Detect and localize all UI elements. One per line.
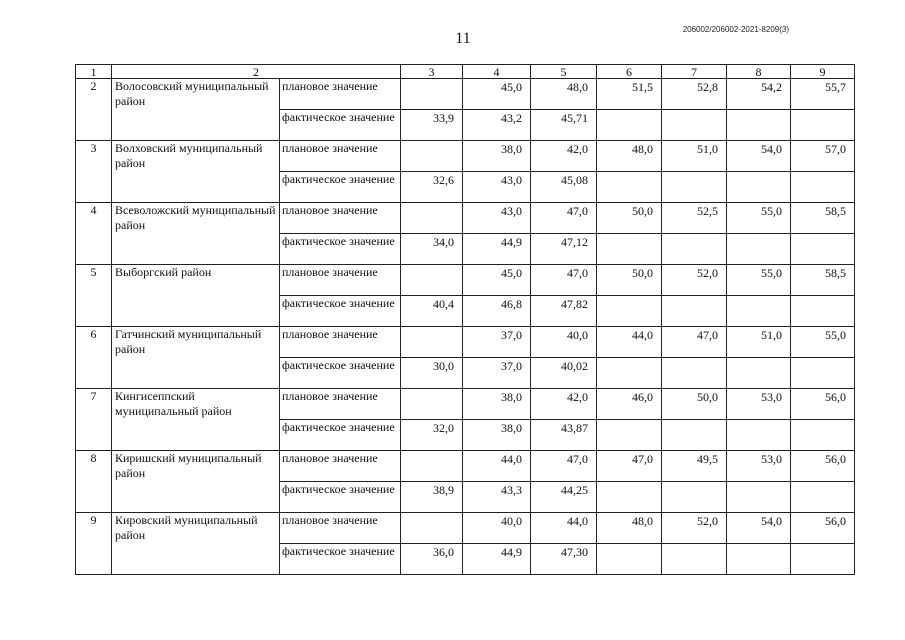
fact-value-cell <box>727 234 791 265</box>
plan-value-cell <box>401 265 463 296</box>
plan-value-cell: 50,0 <box>597 203 662 234</box>
table-row-plan <box>76 265 855 296</box>
plan-value-cell: 38,0 <box>463 141 531 172</box>
district-name: Гатчинский муниципальный район <box>112 327 280 389</box>
fact-value-cell: 32,0 <box>401 420 463 451</box>
row-number: 3 <box>76 141 112 203</box>
plan-value-cell: 56,0 <box>791 513 855 544</box>
plan-value-cell: 47,0 <box>662 327 727 358</box>
value-type-fact: фактическое значение <box>280 482 401 513</box>
fact-value-cell: 43,0 <box>463 172 531 203</box>
fact-value-cell: 43,3 <box>463 482 531 513</box>
fact-value-cell <box>597 110 662 141</box>
plan-value-cell: 55,7 <box>791 79 855 110</box>
fact-value-cell: 47,30 <box>531 544 597 575</box>
district-name: Волосовский муниципальный район <box>112 79 280 141</box>
plan-value-cell: 42,0 <box>531 141 597 172</box>
column-header: 7 <box>662 65 727 79</box>
plan-value-cell: 54,2 <box>727 79 791 110</box>
table-row-plan <box>76 141 855 172</box>
table-row-plan <box>76 79 855 110</box>
value-type-plan: плановое значение <box>280 513 401 544</box>
column-header: 9 <box>791 65 855 79</box>
plan-value-cell: 54,0 <box>727 141 791 172</box>
value-type-fact: фактическое значение <box>280 110 401 141</box>
row-number: 6 <box>76 327 112 389</box>
plan-value-cell: 57,0 <box>791 141 855 172</box>
value-type-fact: фактическое значение <box>280 296 401 327</box>
plan-value-cell: 56,0 <box>791 451 855 482</box>
plan-value-cell: 52,5 <box>662 203 727 234</box>
plan-value-cell: 55,0 <box>727 265 791 296</box>
value-type-fact: фактическое значение <box>280 172 401 203</box>
column-header: 6 <box>597 65 662 79</box>
column-header: 3 <box>401 65 463 79</box>
plan-value-cell: 48,0 <box>597 141 662 172</box>
plan-value-cell: 46,0 <box>597 389 662 420</box>
plan-value-cell: 58,5 <box>791 203 855 234</box>
fact-value-cell <box>597 234 662 265</box>
table-row-plan <box>76 513 855 544</box>
plan-value-cell: 47,0 <box>531 265 597 296</box>
plan-value-cell: 52,8 <box>662 79 727 110</box>
plan-value-cell: 48,0 <box>531 79 597 110</box>
fact-value-cell <box>597 358 662 389</box>
plan-value-cell: 52,0 <box>662 513 727 544</box>
plan-value-cell: 38,0 <box>463 389 531 420</box>
row-number: 5 <box>76 265 112 327</box>
plan-value-cell: 58,5 <box>791 265 855 296</box>
fact-value-cell <box>791 296 855 327</box>
fact-value-cell <box>791 110 855 141</box>
plan-value-cell <box>401 141 463 172</box>
value-type-plan: плановое значение <box>280 141 401 172</box>
fact-value-cell <box>727 544 791 575</box>
fact-value-cell <box>727 482 791 513</box>
plan-value-cell: 50,0 <box>662 389 727 420</box>
plan-value-cell: 55,0 <box>727 203 791 234</box>
plan-value-cell: 47,0 <box>531 203 597 234</box>
fact-value-cell: 43,2 <box>463 110 531 141</box>
fact-value-cell: 34,0 <box>401 234 463 265</box>
district-name: Выборгский район <box>112 265 280 327</box>
district-name: Кингисеппский муниципальный район <box>112 389 280 451</box>
row-number: 4 <box>76 203 112 265</box>
plan-value-cell: 44,0 <box>463 451 531 482</box>
fact-value-cell <box>791 544 855 575</box>
fact-value-cell <box>727 296 791 327</box>
fact-value-cell <box>727 172 791 203</box>
table-body <box>76 65 855 575</box>
fact-value-cell: 37,0 <box>463 358 531 389</box>
plan-value-cell: 53,0 <box>727 389 791 420</box>
plan-value-cell: 51,0 <box>727 327 791 358</box>
plan-value-cell: 40,0 <box>463 513 531 544</box>
value-type-plan: плановое значение <box>280 327 401 358</box>
fact-value-cell: 32,6 <box>401 172 463 203</box>
fact-value-cell: 30,0 <box>401 358 463 389</box>
row-number: 8 <box>76 451 112 513</box>
fact-value-cell <box>791 234 855 265</box>
plan-value-cell: 55,0 <box>791 327 855 358</box>
fact-value-cell <box>662 482 727 513</box>
fact-value-cell <box>597 482 662 513</box>
plan-value-cell: 47,0 <box>597 451 662 482</box>
plan-value-cell: 45,0 <box>463 265 531 296</box>
fact-value-cell: 38,9 <box>401 482 463 513</box>
page-number: 11 <box>455 30 471 47</box>
fact-value-cell: 36,0 <box>401 544 463 575</box>
fact-value-cell: 40,02 <box>531 358 597 389</box>
fact-value-cell <box>597 172 662 203</box>
fact-value-cell: 45,08 <box>531 172 597 203</box>
fact-value-cell <box>662 358 727 389</box>
value-type-fact: фактическое значение <box>280 358 401 389</box>
fact-value-cell <box>791 482 855 513</box>
fact-value-cell: 44,25 <box>531 482 597 513</box>
value-type-plan: плановое значение <box>280 203 401 234</box>
plan-value-cell: 47,0 <box>531 451 597 482</box>
table-header-row <box>76 65 855 79</box>
fact-value-cell: 47,12 <box>531 234 597 265</box>
table-row-plan <box>76 451 855 482</box>
document-code: 206002/206002-2021-8209(3) <box>682 25 789 34</box>
district-name: Всеволожский муниципальный район <box>112 203 280 265</box>
value-type-plan: плановое значение <box>280 451 401 482</box>
value-type-plan: плановое значение <box>280 79 401 110</box>
column-header: 5 <box>531 65 597 79</box>
plan-value-cell: 56,0 <box>791 389 855 420</box>
district-name: Киришский муниципальный район <box>112 451 280 513</box>
row-number: 2 <box>76 79 112 141</box>
column-header: 4 <box>463 65 531 79</box>
plan-value-cell: 37,0 <box>463 327 531 358</box>
table-row-plan <box>76 203 855 234</box>
plan-value-cell: 44,0 <box>531 513 597 544</box>
district-name: Кировский муниципальный район <box>112 513 280 575</box>
fact-value-cell <box>597 420 662 451</box>
table-row-plan <box>76 327 855 358</box>
fact-value-cell <box>791 358 855 389</box>
fact-value-cell <box>662 172 727 203</box>
fact-value-cell <box>662 420 727 451</box>
value-type-fact: фактическое значение <box>280 234 401 265</box>
plan-value-cell <box>401 327 463 358</box>
plan-value-cell: 51,5 <box>597 79 662 110</box>
district-name: Волховский муниципальный район <box>112 141 280 203</box>
row-number: 9 <box>76 513 112 575</box>
fact-value-cell: 44,9 <box>463 544 531 575</box>
fact-value-cell <box>597 544 662 575</box>
fact-value-cell: 33,9 <box>401 110 463 141</box>
plan-value-cell: 40,0 <box>531 327 597 358</box>
plan-value-cell: 51,0 <box>662 141 727 172</box>
plan-value-cell <box>401 451 463 482</box>
plan-value-cell: 49,5 <box>662 451 727 482</box>
plan-value-cell <box>401 513 463 544</box>
fact-value-cell <box>662 296 727 327</box>
column-header: 1 <box>76 65 112 79</box>
plan-value-cell <box>401 203 463 234</box>
fact-value-cell: 47,82 <box>531 296 597 327</box>
fact-value-cell <box>791 420 855 451</box>
plan-value-cell: 50,0 <box>597 265 662 296</box>
fact-value-cell <box>727 420 791 451</box>
fact-value-cell <box>597 296 662 327</box>
plan-value-cell: 48,0 <box>597 513 662 544</box>
plan-value-cell: 42,0 <box>531 389 597 420</box>
plan-value-cell: 45,0 <box>463 79 531 110</box>
fact-value-cell <box>662 110 727 141</box>
value-type-fact: фактическое значение <box>280 544 401 575</box>
column-header: 2 <box>112 65 401 79</box>
fact-value-cell <box>727 358 791 389</box>
fact-value-cell <box>791 172 855 203</box>
row-number: 7 <box>76 389 112 451</box>
fact-value-cell <box>662 234 727 265</box>
table-row-plan <box>76 389 855 420</box>
value-type-plan: плановое значение <box>280 389 401 420</box>
fact-value-cell: 40,4 <box>401 296 463 327</box>
plan-value-cell: 43,0 <box>463 203 531 234</box>
fact-value-cell: 45,71 <box>531 110 597 141</box>
value-type-fact: фактическое значение <box>280 420 401 451</box>
fact-value-cell: 43,87 <box>531 420 597 451</box>
plan-value-cell: 54,0 <box>727 513 791 544</box>
value-type-plan: плановое значение <box>280 265 401 296</box>
plan-value-cell <box>401 389 463 420</box>
fact-value-cell <box>727 110 791 141</box>
fact-value-cell <box>662 544 727 575</box>
column-header: 8 <box>727 65 791 79</box>
plan-value-cell <box>401 79 463 110</box>
fact-value-cell: 44,9 <box>463 234 531 265</box>
fact-value-cell: 46,8 <box>463 296 531 327</box>
fact-value-cell: 38,0 <box>463 420 531 451</box>
plan-value-cell: 44,0 <box>597 327 662 358</box>
indicator-table <box>75 64 855 575</box>
plan-value-cell: 52,0 <box>662 265 727 296</box>
plan-value-cell: 53,0 <box>727 451 791 482</box>
